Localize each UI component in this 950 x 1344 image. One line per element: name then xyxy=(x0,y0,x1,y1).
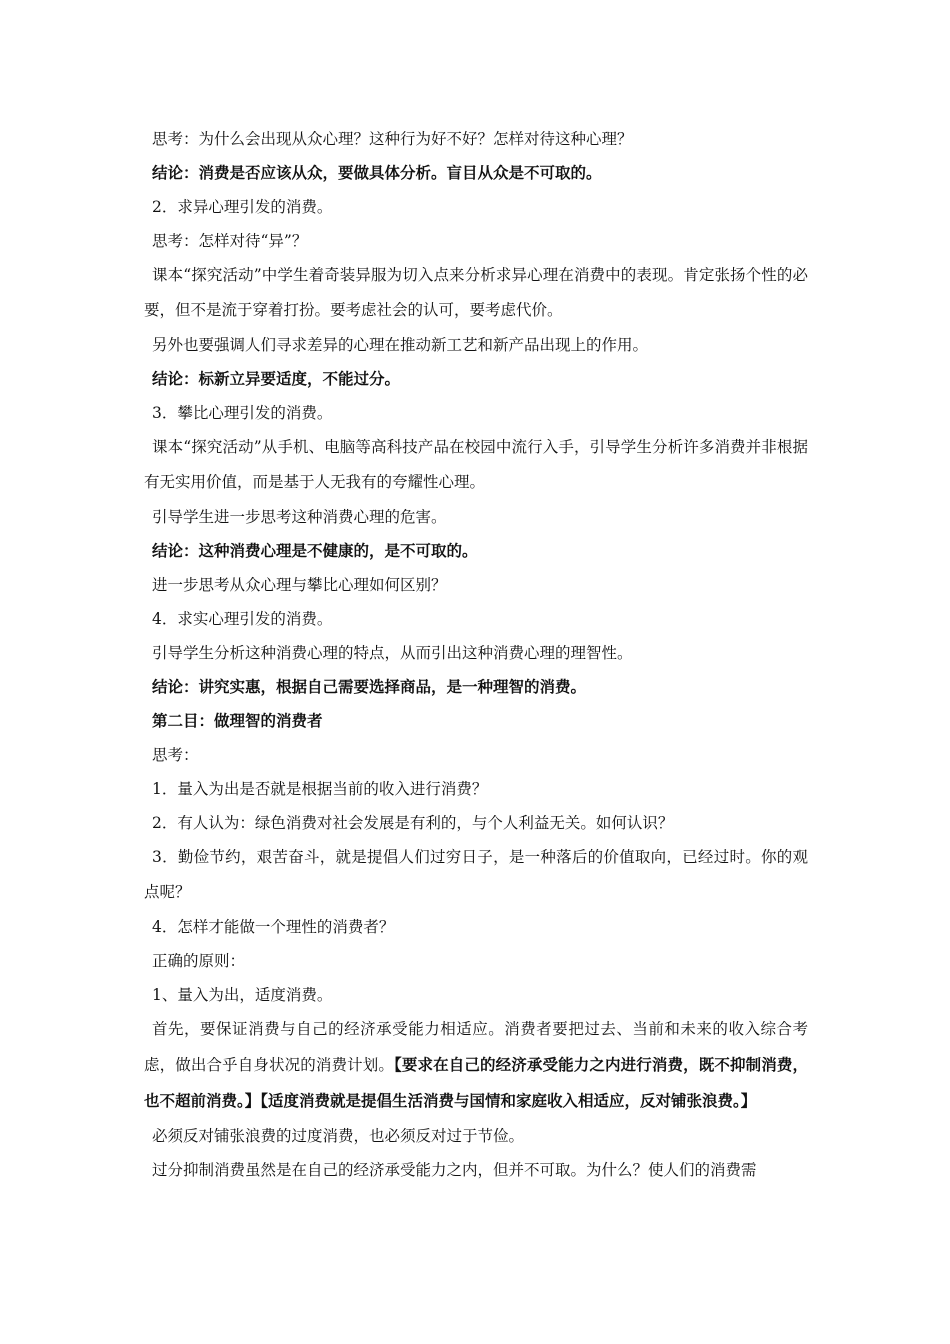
document-body xyxy=(144,122,808,1187)
conclusion-novelty: 结论：标新立异要适度，不能过分。 xyxy=(152,369,401,388)
paragraph-mixed-moderate-consumption xyxy=(144,1012,808,1119)
heading-comparison-consumption: 3．攀比心理引发的消费。 xyxy=(152,404,333,422)
section-heading-rational-consumer: 第二目：做理智的消费者 xyxy=(152,711,323,730)
conclusion-comparison: 结论：这种消费心理是不健康的，是不可取的。 xyxy=(152,541,478,560)
paragraph-excessive-restraint: 过分抑制消费虽然是在自己的经济承受能力之内，但并不可取。为什么？使人们的消费需 xyxy=(152,1161,757,1179)
paragraph-novelty-activity: 课本“探究活动”中学生着奇装异服为切入点来分析求异心理在消费中的表现。肯定张扬个性的必要，但不是流于穿着打扮。要考虑社会的认可，要考虑代价。 xyxy=(144,266,808,319)
mixed-normal-text: 首先，要保证消费与自己的经济承受能力相适应。消费者要把过去、当前和未来的收入综合考虑，做出合乎自身状况的消费计划。 xyxy=(144,1020,808,1074)
paragraph-comparison-activity: 课本“探究活动”从手机、电脑等高科技产品在校园中流行入手，引导学生分析许多消费并非根据有无实用价值，而是基于人无我有的夸耀性心理。 xyxy=(144,438,808,491)
paragraph-distinguish: 进一步思考从众心理与攀比心理如何区别？ xyxy=(152,576,447,594)
paragraph-principles-label: 正确的原则： xyxy=(152,952,246,970)
heading-novelty-consumption: 2．求异心理引发的消费。 xyxy=(152,198,333,216)
mixed-bold-text-1: 【要求在自己的经济承受能力之内进行消费，既不抑制消费，也不超前消费。】 xyxy=(144,1055,808,1110)
paragraph-think-conformity: 思考：为什么会出现从众心理？这种行为好不好？怎样对待这种心理？ xyxy=(152,130,633,148)
mixed-bold-text-2: 【适度消费就是提倡生活消费与国情和家庭收入相适应，反对铺张浪费。】 xyxy=(260,1091,757,1110)
paragraph-novelty-innovation: 另外也要强调人们寻求差异的心理在推动新工艺和新产品出现上的作用。 xyxy=(152,336,649,354)
paragraph-think-label: 思考： xyxy=(152,746,199,764)
question-1: 1．量入为出是否就是根据当前的收入进行消费？ xyxy=(152,780,488,798)
question-4: 4．怎样才能做一个理性的消费者？ xyxy=(152,918,395,936)
heading-practical-consumption: 4．求实心理引发的消费。 xyxy=(152,610,333,628)
principle-1: 1、量入为出，适度消费。 xyxy=(152,986,333,1004)
paragraph-comparison-harm: 引导学生进一步思考这种消费心理的危害。 xyxy=(152,508,447,526)
conclusion-conformity: 结论：消费是否应该从众，要做具体分析。盲目从众是不可取的。 xyxy=(152,163,602,182)
paragraph-think-novelty: 思考：怎样对待“异”？ xyxy=(152,232,308,250)
paragraph-practical-analysis: 引导学生分析这种消费心理的特点，从而引出这种消费心理的理智性。 xyxy=(152,644,633,662)
question-2: 2．有人认为：绿色消费对社会发展是有利的，与个人利益无关。如何认识？ xyxy=(152,814,674,832)
question-3: 3．勤俭节约，艰苦奋斗，就是提倡人们过穷日子，是一种落后的价值取向，已经过时。你的观点呢？ xyxy=(144,848,808,901)
conclusion-practical: 结论：讲究实惠，根据自己需要选择商品，是一种理智的消费。 xyxy=(152,677,587,696)
paragraph-oppose-waste: 必须反对铺张浪费的过度消费，也必须反对过于节俭。 xyxy=(152,1127,525,1145)
